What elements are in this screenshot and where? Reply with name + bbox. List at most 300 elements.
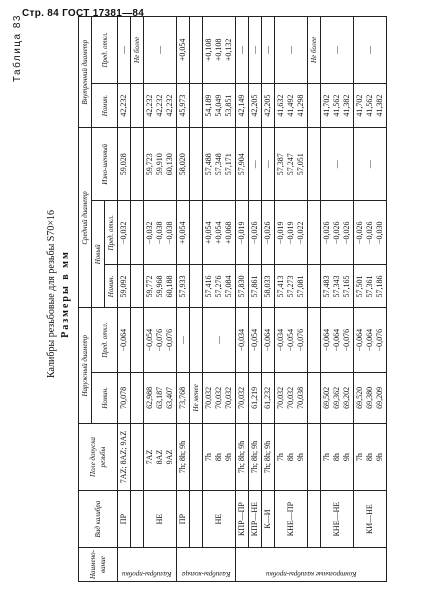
- outer-deviation-value: −0,064: [332, 328, 341, 352]
- middle-worn-value: 57,171: [224, 153, 233, 176]
- inner-deviation: [236, 17, 249, 84]
- middle-worn: [262, 128, 275, 201]
- middle-worn-value: 57,904: [237, 153, 246, 176]
- outer-nominal: [203, 372, 236, 423]
- gauge-type: К—И: [262, 491, 275, 548]
- tolerance-field: [203, 424, 236, 491]
- outer-deviation-value: −0,054: [145, 328, 154, 352]
- table-row: [262, 17, 275, 582]
- inner-deviation: [144, 17, 177, 84]
- middle-worn: [203, 128, 236, 201]
- outer-nominal-value: 70,032: [214, 386, 223, 409]
- tolerance-field-value: 8h: [286, 453, 295, 462]
- middle-nominal-value: 57,186: [375, 275, 384, 298]
- gauge-type: КИ—НЕ: [354, 491, 387, 548]
- inner-deviation: [321, 17, 354, 84]
- gauge-type: НЕ: [203, 491, 236, 548]
- note-cell: Не менее: [190, 372, 203, 423]
- outer-nominal-value: 70,032: [276, 386, 285, 409]
- outer-nominal-value: 70,032: [204, 386, 213, 409]
- middle-deviation-value: −0,032: [145, 221, 154, 245]
- note-cell: [131, 424, 144, 491]
- middle-nominal-value: 57,483: [322, 275, 331, 298]
- middle-worn-value: 57,348: [214, 153, 223, 176]
- outer-deviation-value: −0,034: [237, 328, 246, 352]
- note-cell: [308, 201, 321, 265]
- tolerance-field: [354, 424, 387, 491]
- inner-nominal-value: 41,702: [355, 94, 364, 117]
- outer-nominal-value: 73,768: [178, 386, 187, 409]
- middle-worn: [236, 128, 249, 201]
- page-header: Стр. 84 ГОСТ 17381—84: [22, 8, 145, 19]
- inner-deviation: [203, 17, 236, 84]
- middle-deviation: [249, 201, 262, 265]
- col-middle: Средний диаметр: [79, 128, 92, 308]
- table-row: [249, 17, 262, 582]
- middle-nominal-value: 57,861: [250, 275, 259, 298]
- outer-nominal-value: 69,380: [365, 386, 374, 409]
- inner-nominal-value: 41,562: [365, 94, 374, 117]
- outer-deviation: [249, 308, 262, 372]
- middle-worn-value: 57,387: [276, 153, 285, 176]
- middle-worn-value: —: [365, 160, 374, 169]
- outer-deviation-value: −0,064: [119, 328, 128, 352]
- tolerance-field-value: 9h: [224, 453, 233, 462]
- middle-deviation-value: −0,038: [165, 221, 174, 245]
- tolerance-field-value: 9h: [375, 453, 384, 462]
- outer-deviation: [275, 308, 308, 372]
- outer-deviation-value: −0,064: [322, 328, 331, 352]
- outer-deviation-value: −0,064: [355, 328, 364, 352]
- note-cell: [190, 128, 203, 201]
- middle-nominal-value: 59,772: [145, 275, 154, 298]
- middle-nominal-value: 57,084: [224, 275, 233, 298]
- gauge-type: КПР—ПР: [236, 491, 249, 548]
- middle-worn-value: 58,020: [178, 153, 187, 176]
- table-row: [354, 17, 387, 582]
- tolerance-field: [236, 424, 249, 491]
- note-cell: [131, 265, 144, 308]
- outer-deviation-value: −0,076: [155, 328, 164, 352]
- outer-deviation: [203, 308, 236, 372]
- outer-nominal-value: 69,209: [375, 386, 384, 409]
- tolerance-field-value: 7h: [355, 453, 364, 462]
- outer-nominal-value: 70,032: [237, 386, 246, 409]
- inner-nominal-value: 41,492: [286, 94, 295, 117]
- outer-nominal: [144, 372, 177, 423]
- inner-deviation: [177, 17, 190, 84]
- table-row: [321, 17, 354, 582]
- outer-deviation-value: −0,054: [286, 328, 295, 352]
- middle-deviation-value: −0,026: [322, 221, 331, 245]
- tolerance-field: [177, 424, 190, 491]
- note-cell: [190, 83, 203, 128]
- outer-deviation-value: −0,076: [375, 328, 384, 352]
- middle-nominal-value: 57,501: [355, 275, 364, 298]
- middle-nominal: [275, 265, 308, 308]
- middle-nominal: [236, 265, 249, 308]
- inner-deviation-value: —: [286, 45, 295, 54]
- middle-nominal-value: 57,933: [178, 275, 187, 298]
- note-cell: [308, 372, 321, 423]
- middle-worn-value: 59,723: [145, 153, 154, 176]
- tolerance-field-value: 9AZ: [165, 449, 174, 465]
- group-label: Калибры-кольца: [181, 570, 231, 578]
- outer-nominal-value: 69,202: [342, 386, 351, 409]
- note-cell: [190, 265, 203, 308]
- note-cell: [190, 201, 203, 265]
- tolerance-field-value: 7AZ: [145, 449, 154, 465]
- outer-deviation: [262, 308, 275, 372]
- outer-nominal-value: 61,232: [263, 386, 272, 409]
- middle-worn: [321, 128, 354, 201]
- middle-nominal-value: 59,092: [119, 275, 128, 298]
- middle-nominal: [177, 265, 190, 308]
- middle-nominal: [118, 265, 131, 308]
- inner-nominal-value: 53,851: [224, 94, 233, 117]
- table-row: [177, 17, 190, 582]
- tolerance-field-value: 7h; 8h; 9h: [263, 440, 272, 474]
- note-row: [190, 17, 203, 582]
- col-outer-dev: Пред. откл.: [92, 308, 118, 372]
- middle-nominal-value: 57,361: [365, 275, 374, 298]
- col-type: Вид калибра: [79, 491, 118, 548]
- inner-nominal: [203, 83, 236, 128]
- note-cell: [131, 491, 144, 548]
- inner-nominal-value: 42,205: [250, 94, 259, 117]
- outer-deviation-value: —: [178, 336, 187, 345]
- middle-deviation-value: +0,068: [224, 221, 233, 245]
- middle-deviation: [354, 201, 387, 265]
- note-row: [308, 17, 321, 582]
- middle-deviation: [236, 201, 249, 265]
- col-middle-nom: Номин.: [105, 265, 118, 308]
- middle-worn-value: 57,247: [286, 153, 295, 176]
- inner-nominal-value: 41,632: [276, 94, 285, 117]
- inner-nominal-value: 41,382: [342, 94, 351, 117]
- outer-nominal-value: 70,038: [296, 386, 305, 409]
- inner-nominal: [354, 83, 387, 128]
- note-cell: [131, 308, 144, 372]
- note-cell: [131, 128, 144, 201]
- tolerance-field-value: 7h: [276, 453, 285, 462]
- table-label: Таблица 83: [12, 14, 23, 83]
- middle-deviation-value: −0,026: [365, 221, 374, 245]
- tolerance-field: [118, 424, 131, 491]
- inner-deviation-value: —: [263, 45, 272, 54]
- outer-nominal: [354, 372, 387, 423]
- inner-deviation: [249, 17, 262, 84]
- tolerance-field-value: 7h; 8h; 9h: [178, 440, 187, 474]
- gauge-type: НЕ: [144, 491, 177, 548]
- middle-deviation: [321, 201, 354, 265]
- middle-nominal-value: 60,188: [165, 275, 174, 298]
- outer-nominal-value: 70,078: [119, 386, 128, 409]
- inner-deviation-value: —: [332, 45, 341, 54]
- middle-deviation-value: −0,019: [276, 221, 285, 245]
- middle-nominal-value: 57,343: [332, 275, 341, 298]
- tolerance-field: [262, 424, 275, 491]
- outer-nominal-value: 69,502: [322, 386, 331, 409]
- col-middle-worn: Изно-шенный: [92, 128, 118, 201]
- note-cell: [190, 308, 203, 372]
- table-body: [118, 17, 387, 582]
- gauge-type: КПР—НЕ: [249, 491, 262, 548]
- outer-deviation-value: −0,064: [263, 328, 272, 352]
- note-cell: [308, 491, 321, 548]
- outer-deviation: [236, 308, 249, 372]
- table-title: Калибры резьбовые для резьбы S70×16: [46, 210, 57, 379]
- outer-nominal-value: 69,520: [355, 386, 364, 409]
- inner-nominal: [236, 83, 249, 128]
- note-cell: [131, 201, 144, 265]
- group-cell: [118, 548, 177, 582]
- middle-deviation-value: −0,022: [296, 221, 305, 245]
- middle-deviation: [275, 201, 308, 265]
- middle-nominal: [354, 265, 387, 308]
- note-cell: [308, 424, 321, 491]
- middle-worn: [354, 128, 387, 201]
- middle-deviation-value: −0,026: [263, 221, 272, 245]
- inner-deviation-value: —: [237, 45, 246, 54]
- inner-deviation: [118, 17, 131, 84]
- outer-deviation: [321, 308, 354, 372]
- middle-deviation-value: −0,019: [286, 221, 295, 245]
- inner-deviation-value: —: [155, 45, 164, 54]
- outer-deviation: [177, 308, 190, 372]
- outer-deviation-value: −0,076: [342, 328, 351, 352]
- outer-deviation-value: −0,064: [365, 328, 374, 352]
- tolerance-field: [275, 424, 308, 491]
- table-row: [275, 17, 308, 582]
- inner-nominal-value: 41,702: [322, 94, 331, 117]
- tolerance-field-value: 7AZ; 8AZ; 9AZ: [119, 430, 128, 484]
- middle-nominal-value: 58,033: [263, 275, 272, 298]
- inner-deviation-value: +0,108: [214, 38, 223, 62]
- middle-deviation-value: −0,026: [355, 221, 364, 245]
- tolerance-field-value: 9h: [296, 453, 305, 462]
- gauge-type: ПР: [118, 491, 131, 548]
- middle-worn: [177, 128, 190, 201]
- inner-nominal: [144, 83, 177, 128]
- outer-nominal: [118, 372, 131, 423]
- outer-deviation-value: −0,076: [296, 328, 305, 352]
- middle-nominal-value: 59,968: [155, 275, 164, 298]
- middle-nominal-value: 57,276: [214, 275, 223, 298]
- middle-deviation-value: +0,054: [204, 221, 213, 245]
- middle-deviation: [262, 201, 275, 265]
- tolerance-field-value: 8h: [365, 453, 374, 462]
- group-label: Калибры-пробки: [122, 570, 172, 578]
- tolerance-field-value: 9h: [342, 453, 351, 462]
- outer-nominal: [275, 372, 308, 423]
- table-row: [144, 17, 177, 582]
- middle-deviation-value: −0,019: [237, 221, 246, 245]
- middle-nominal: [321, 265, 354, 308]
- middle-nominal-value: 57,273: [286, 275, 295, 298]
- outer-deviation-value: −0,076: [165, 328, 174, 352]
- col-outer: Наружный диаметр: [79, 308, 92, 424]
- outer-nominal-value: 70,032: [286, 386, 295, 409]
- gauge-type: КНЕ—НЕ: [321, 491, 354, 548]
- middle-nominal-value: 57,830: [237, 275, 246, 298]
- middle-nominal-value: 57,416: [204, 275, 213, 298]
- inner-deviation-value: —: [119, 45, 128, 54]
- middle-deviation-value: −0,038: [155, 221, 164, 245]
- inner-nominal-value: 42,232: [145, 94, 154, 117]
- note-cell: [308, 83, 321, 128]
- inner-nominal: [118, 83, 131, 128]
- inner-nominal: [262, 83, 275, 128]
- note-cell: Не более: [131, 17, 144, 84]
- inner-nominal-value: 54,049: [214, 94, 223, 117]
- col-outer-nom: Номин.: [92, 372, 118, 423]
- col-name: Наимено-вание: [79, 548, 118, 582]
- inner-nominal: [177, 83, 190, 128]
- col-middle-new: Новый: [92, 201, 105, 308]
- inner-deviation-value: +0,108: [204, 38, 213, 62]
- outer-deviation-value: −0,054: [250, 328, 259, 352]
- col-middle-dev: Пред. откл.: [105, 201, 118, 265]
- inner-nominal-value: 45,973: [178, 94, 187, 117]
- outer-nominal-value: 70,032: [224, 386, 233, 409]
- middle-deviation: [203, 201, 236, 265]
- note-cell: [308, 308, 321, 372]
- inner-deviation-value: —: [365, 45, 374, 54]
- table-row: [203, 17, 236, 582]
- outer-nominal-value: 63,407: [165, 386, 174, 409]
- col-inner-nom: Номин.: [92, 83, 118, 128]
- inner-nominal: [321, 83, 354, 128]
- middle-nominal: [203, 265, 236, 308]
- inner-deviation: [275, 17, 308, 84]
- middle-nominal-value: 57,081: [296, 275, 305, 298]
- outer-nominal: [321, 372, 354, 423]
- tolerance-field-value: 7h; 8h; 9h: [237, 440, 246, 474]
- col-inner-dev: Пред. откл.: [92, 17, 118, 84]
- inner-deviation: [262, 17, 275, 84]
- tolerance-field-value: 7h: [322, 453, 331, 462]
- outer-nominal: [236, 372, 249, 423]
- middle-deviation: [118, 201, 131, 265]
- middle-nominal-value: 57,413: [276, 275, 285, 298]
- tolerance-field-value: 8h: [332, 453, 341, 462]
- tolerance-field: [144, 424, 177, 491]
- middle-worn-value: 57,488: [204, 153, 213, 176]
- group-cell: [177, 548, 236, 582]
- middle-worn-value: 57,051: [296, 153, 305, 176]
- inner-nominal: [249, 83, 262, 128]
- tolerance-field: [249, 424, 262, 491]
- middle-nominal-value: 57,165: [342, 275, 351, 298]
- inner-nominal-value: 54,189: [204, 94, 213, 117]
- note-cell: [190, 491, 203, 548]
- middle-deviation-value: −0,026: [332, 221, 341, 245]
- col-inner: Внутренний диаметр: [79, 17, 92, 128]
- inner-deviation-value: +0,132: [224, 38, 233, 62]
- inner-nominal: [275, 83, 308, 128]
- outer-deviation-value: —: [214, 336, 223, 345]
- tolerance-field-value: 7h; 8h; 9h: [250, 440, 259, 474]
- outer-nominal-value: 61,219: [250, 386, 259, 409]
- note-cell: [131, 83, 144, 128]
- inner-nominal-value: 41,382: [375, 94, 384, 117]
- inner-nominal-value: 41,298: [296, 94, 305, 117]
- note-cell: [190, 17, 203, 84]
- table-row: [118, 17, 131, 582]
- middle-deviation-value: +0,054: [214, 221, 223, 245]
- tolerance-field-value: 8AZ: [155, 449, 164, 465]
- inner-deviation: [354, 17, 387, 84]
- outer-nominal-value: 63,187: [155, 386, 164, 409]
- middle-nominal: [262, 265, 275, 308]
- outer-nominal: [262, 372, 275, 423]
- gauge-type: ПР: [177, 491, 190, 548]
- tolerance-field-value: 7h: [204, 453, 213, 462]
- tolerance-field-value: 8h: [214, 453, 223, 462]
- middle-deviation-value: −0,026: [342, 221, 351, 245]
- middle-worn-value: —: [250, 160, 259, 169]
- middle-worn: [275, 128, 308, 201]
- outer-nominal: [249, 372, 262, 423]
- gauge-table: [78, 16, 387, 582]
- inner-nominal-value: 42,232: [165, 94, 174, 117]
- inner-nominal-value: 42,149: [237, 94, 246, 117]
- note-cell: Не более: [308, 17, 321, 84]
- outer-nominal: [177, 372, 190, 423]
- middle-nominal: [249, 265, 262, 308]
- group-cell: [236, 548, 387, 582]
- outer-deviation: [144, 308, 177, 372]
- middle-deviation-value: −0,032: [119, 221, 128, 245]
- note-cell: [190, 424, 203, 491]
- middle-deviation: [144, 201, 177, 265]
- group-label: Контрольные калибры-пробки: [265, 570, 357, 578]
- middle-deviation-value: −0,030: [375, 221, 384, 245]
- note-cell: [308, 128, 321, 201]
- outer-nominal-value: 62,988: [145, 386, 154, 409]
- middle-deviation: [177, 201, 190, 265]
- gauge-type: КНЕ—ПР: [275, 491, 308, 548]
- inner-nominal-value: 42,205: [263, 94, 272, 117]
- middle-worn: [118, 128, 131, 201]
- outer-nominal-value: 69,362: [332, 386, 341, 409]
- middle-worn-value: —: [263, 160, 272, 169]
- middle-worn-value: 59,910: [155, 153, 164, 176]
- inner-deviation-value: —: [250, 45, 259, 54]
- outer-deviation: [118, 308, 131, 372]
- outer-deviation: [354, 308, 387, 372]
- note-cell: [131, 372, 144, 423]
- middle-deviation-value: −0,026: [250, 221, 259, 245]
- middle-worn: [249, 128, 262, 201]
- inner-nominal-value: 41,562: [332, 94, 341, 117]
- note-cell: [308, 265, 321, 308]
- middle-worn-value: 59,028: [119, 153, 128, 176]
- table-subtitle: Размеры в мм: [60, 250, 71, 338]
- tolerance-field: [321, 424, 354, 491]
- middle-deviation-value: +0,054: [178, 221, 187, 245]
- middle-nominal: [144, 265, 177, 308]
- inner-nominal-value: 42,232: [119, 94, 128, 117]
- outer-deviation-value: −0,034: [276, 328, 285, 352]
- col-tolerance: Поле допуска резьбы: [79, 424, 118, 491]
- note-row: [131, 17, 144, 582]
- inner-nominal-value: 42,232: [155, 94, 164, 117]
- inner-deviation-value: +0,054: [178, 38, 187, 62]
- middle-worn-value: 60,130: [165, 153, 174, 176]
- table-row: [236, 17, 249, 582]
